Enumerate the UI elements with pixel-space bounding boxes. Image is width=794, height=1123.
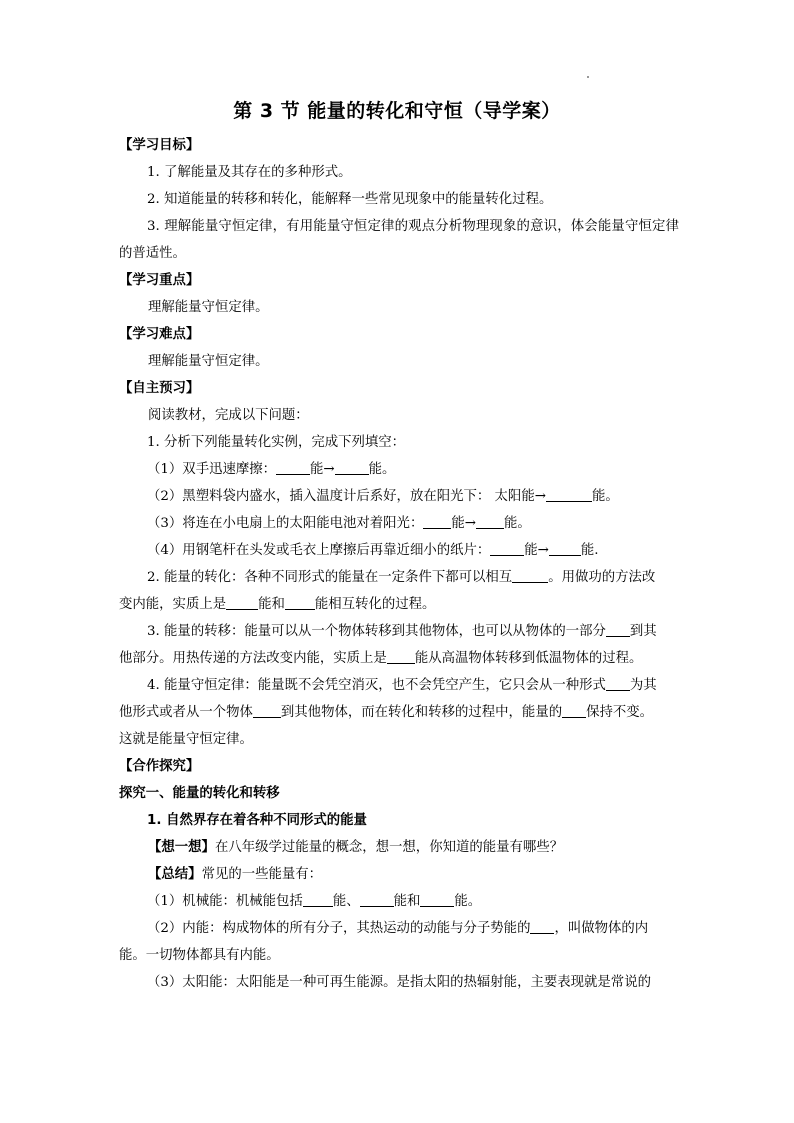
energy-text: （1）机械能：机械能包括 bbox=[147, 894, 303, 909]
document-body bbox=[119, 132, 679, 996]
difficulties-heading: 【学习难点】 bbox=[119, 327, 200, 342]
answer-blank[interactable] bbox=[490, 541, 524, 556]
question-text: 4. 能量守恒定律：能量既不会凭空消灭，也不会凭空产生，它只会从一种形式 bbox=[147, 678, 606, 693]
preview-question-2 bbox=[119, 564, 679, 591]
question-text: 他形式或者从一个物体 bbox=[119, 705, 253, 720]
question-text: 能和 bbox=[258, 597, 285, 612]
energy-text: ，叫做物体的内 bbox=[554, 921, 649, 936]
energy-text: 能、 bbox=[332, 894, 360, 909]
fill-item-text: （1）双手迅速摩擦： bbox=[147, 462, 277, 477]
explore-subsection-title: 1. 自然界存在着各种不同形式的能量 bbox=[147, 813, 367, 828]
answer-blank[interactable] bbox=[303, 892, 333, 907]
fill-item-text: 能。 bbox=[368, 462, 396, 477]
answer-blank[interactable] bbox=[476, 514, 504, 529]
preview-question-4 bbox=[119, 672, 679, 699]
think-text: 在八年级学过能量的概念，想一想，你知道的能量有哪些？ bbox=[214, 840, 564, 855]
difficulties-text: 理解能量守恒定律。 bbox=[148, 354, 269, 369]
preview-question-3-cont bbox=[119, 645, 679, 672]
summary-text: 常见的一些能量有： bbox=[201, 867, 323, 882]
answer-blank[interactable] bbox=[335, 460, 369, 475]
fill-item-text: 能。 bbox=[503, 516, 531, 531]
question-text: 变内能，实质上是 bbox=[119, 597, 227, 612]
fill-item-text: 能→ bbox=[451, 516, 476, 531]
answer-blank[interactable] bbox=[360, 892, 394, 907]
question-text: 为其 bbox=[629, 678, 657, 693]
think-prompt bbox=[119, 834, 679, 861]
energy-text: （2）内能：构成物体的所有分子，其热运动的动能与分子势能的 bbox=[147, 921, 531, 936]
energy-text: 能。 bbox=[454, 894, 482, 909]
objectives-heading: 【学习目标】 bbox=[119, 138, 200, 153]
explore-heading: 【合作探究】 bbox=[119, 759, 200, 774]
preview-question-4-cont bbox=[119, 699, 679, 726]
fill-item bbox=[119, 483, 679, 510]
fill-item-text: 能。 bbox=[591, 489, 619, 504]
fill-item-text: 能→ bbox=[524, 543, 549, 558]
page-mark bbox=[587, 76, 589, 78]
page-title: 第 3 节 能量的转化和守恒（导学案） bbox=[233, 100, 561, 122]
fill-item bbox=[119, 537, 679, 564]
energy-item-3: （3）太阳能：太阳能是一种可再生能源。是指太阳的热辐射能，主要表现就是常说的 bbox=[147, 975, 651, 990]
fill-item-text: （3）将连在小电扇上的太阳能电池对着阳光： bbox=[147, 516, 424, 531]
explore-section-title: 探究一、能量的转化和转移 bbox=[119, 786, 280, 801]
summary-line bbox=[119, 861, 679, 888]
answer-blank[interactable] bbox=[276, 460, 310, 475]
fill-item bbox=[119, 510, 679, 537]
preview-question-2-cont bbox=[119, 591, 679, 618]
energy-item-2 bbox=[119, 915, 679, 942]
key-points-text: 理解能量守恒定律。 bbox=[148, 300, 269, 315]
answer-blank[interactable] bbox=[512, 568, 548, 583]
summary-label: 【总结】 bbox=[148, 867, 202, 882]
answer-blank[interactable] bbox=[562, 703, 586, 718]
preview-question-4-end: 这就是能量守恒定律。 bbox=[119, 732, 253, 747]
energy-item-1 bbox=[119, 888, 679, 915]
preview-question-1: 1. 分析下列能量转化实例，完成下列填空： bbox=[147, 435, 406, 450]
question-text: 保持不变。 bbox=[586, 705, 654, 720]
question-text: 到其 bbox=[629, 624, 657, 639]
answer-blank[interactable] bbox=[387, 649, 415, 664]
objective-item: 1. 了解能量及其存在的多种形式。 bbox=[147, 165, 352, 180]
question-text: 。用做功的方法改 bbox=[548, 570, 656, 585]
answer-blank[interactable] bbox=[285, 595, 315, 610]
question-text: 到其他物体，而在转化和转移的过程中，能量的 bbox=[280, 705, 563, 720]
preview-intro: 阅读教材，完成以下问题： bbox=[148, 408, 309, 423]
answer-blank[interactable] bbox=[546, 487, 592, 502]
answer-blank[interactable] bbox=[606, 622, 630, 637]
answer-blank[interactable] bbox=[606, 676, 630, 691]
answer-blank[interactable] bbox=[226, 595, 258, 610]
question-text: 能相互转化的过程。 bbox=[314, 597, 436, 612]
fill-item-text: 能→ bbox=[310, 462, 335, 477]
answer-blank[interactable] bbox=[420, 892, 454, 907]
objective-item: 2. 知道能量的转移和转化，能解释一些常见现象中的能量转化过程。 bbox=[147, 192, 553, 207]
preview-question-3 bbox=[119, 618, 679, 645]
question-text: 3. 能量的转移：能量可以从一个物体转移到其他物体，也可以从物体的一部分 bbox=[147, 624, 606, 639]
question-text: 能从高温物体转移到低温物体的过程。 bbox=[414, 651, 643, 666]
think-label: 【想一想】 bbox=[148, 840, 215, 855]
preview-heading: 【自主预习】 bbox=[119, 381, 200, 396]
question-text: 他部分。用热传递的方法改变内能，实质上是 bbox=[119, 651, 387, 666]
question-text: 2. 能量的转化：各种不同形式的能量在一定条件下都可以相互 bbox=[147, 570, 513, 585]
fill-item-text: （4）用钢笔杆在头发或毛衣上摩擦后再靠近细小的纸片： bbox=[147, 543, 491, 558]
objective-item: 3. 理解能量守恒定律，有用能量守恒定律的观点分析物理现象的意识，体会能量守恒定律的普适性。 bbox=[119, 219, 679, 261]
energy-text: 能和 bbox=[393, 894, 421, 909]
fill-item-text: （2）黑塑料袋内盛水，插入温度计后系好，放在阳光下： 太阳能→ bbox=[147, 489, 546, 504]
answer-blank[interactable] bbox=[253, 703, 281, 718]
answer-blank[interactable] bbox=[423, 514, 451, 529]
fill-item bbox=[119, 456, 679, 483]
fill-item-text: 能. bbox=[580, 543, 599, 558]
answer-blank[interactable] bbox=[549, 541, 581, 556]
key-points-heading: 【学习重点】 bbox=[119, 273, 200, 288]
energy-item-2-cont: 能。一切物体都具有内能。 bbox=[119, 948, 280, 963]
answer-blank[interactable] bbox=[530, 919, 554, 934]
